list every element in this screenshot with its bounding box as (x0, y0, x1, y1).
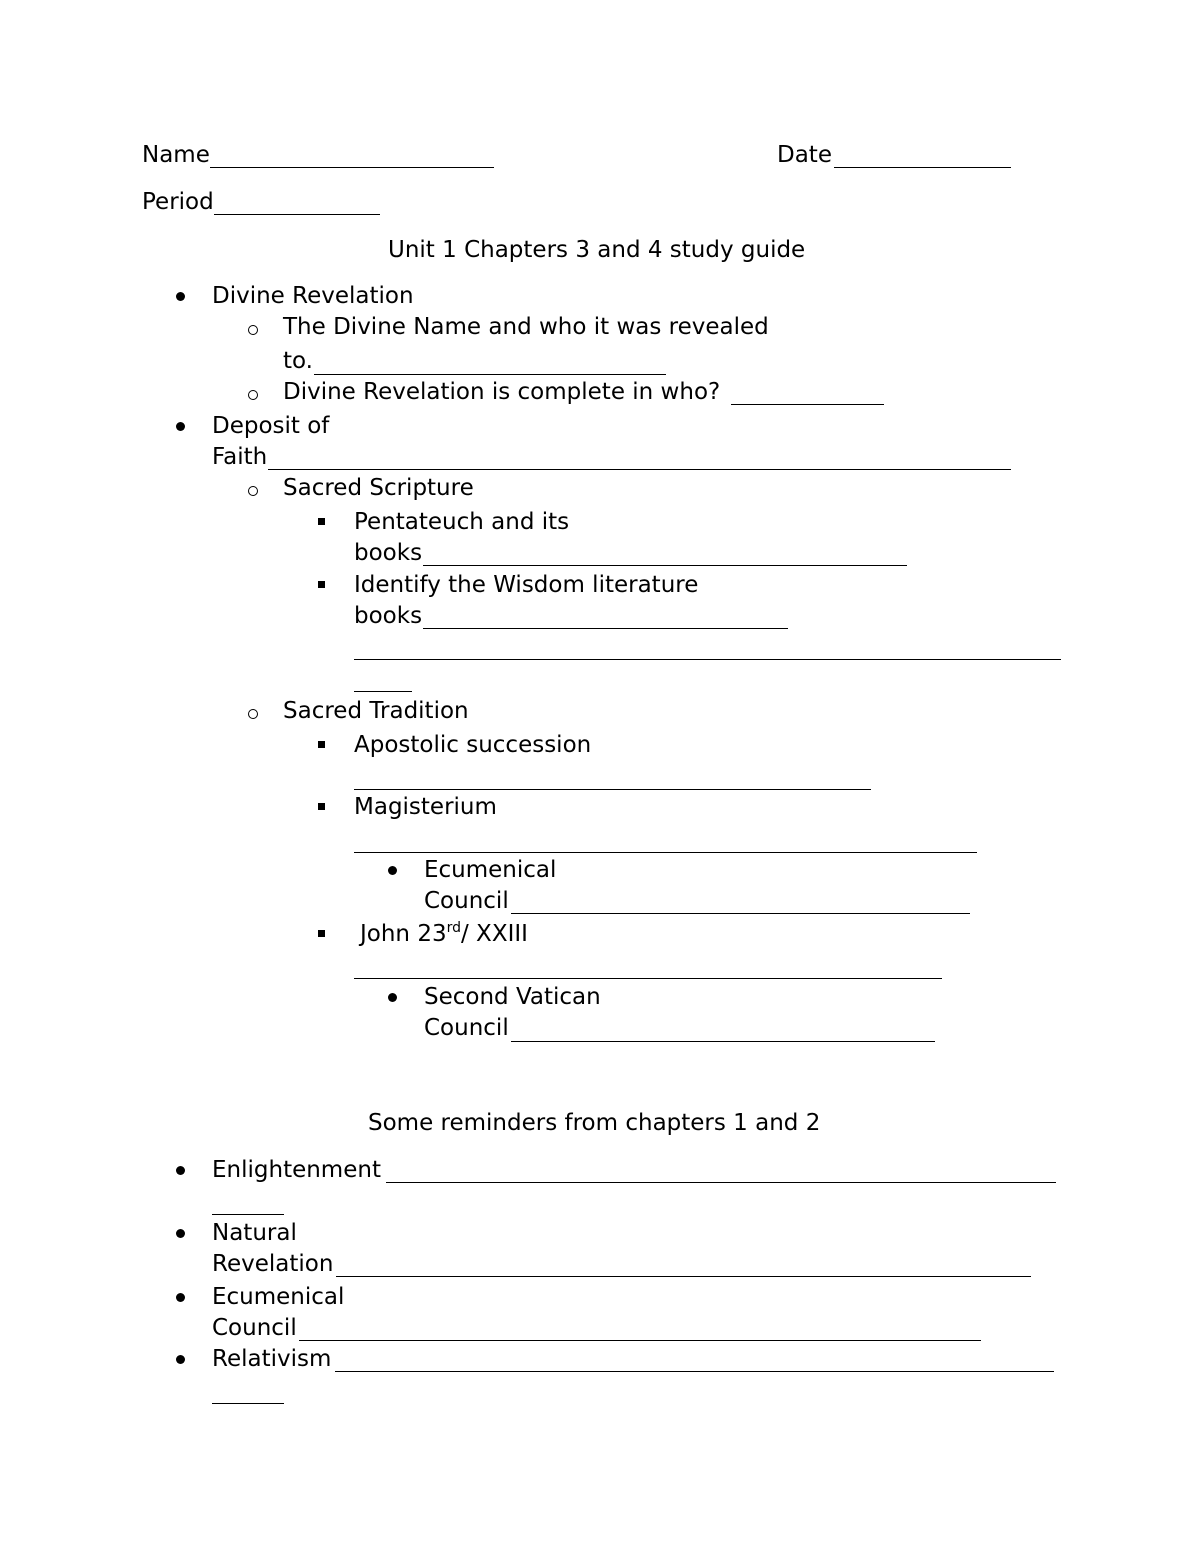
ecumenical-council-label: Ecumenical (424, 857, 557, 883)
deposit-of-faith-label: Deposit of (212, 413, 330, 439)
square-bullet-icon (318, 741, 325, 748)
square-bullet-icon (318, 581, 325, 588)
date-label: Date (777, 142, 832, 168)
deposit-of-faith-label-cont: Faith (212, 444, 268, 470)
ecumenical-council-reminder-label: Ecumenical (212, 1284, 345, 1310)
magisterium-label: Magisterium (354, 794, 497, 820)
second-vatican-council-blank[interactable] (511, 1041, 935, 1042)
ecumenical-council-reminder-blank[interactable] (299, 1340, 981, 1341)
complete-in-who-question: Divine Revelation is complete in who? (283, 379, 721, 405)
complete-in-who-blank[interactable] (731, 404, 884, 405)
relativism-blank[interactable] (335, 1371, 1054, 1372)
deposit-of-faith-blank[interactable] (268, 469, 1011, 470)
circle-bullet-icon (248, 486, 258, 496)
bullet-icon (176, 1293, 185, 1302)
natural-revelation-label: Natural (212, 1220, 297, 1246)
divine-revelation-label: Divine Revelation (212, 283, 414, 309)
square-bullet-icon (318, 803, 325, 810)
page-title: Unit 1 Chapters 3 and 4 study guide (388, 237, 806, 263)
second-vatican-council-label: Second Vatican (424, 984, 601, 1010)
natural-revelation-blank[interactable] (336, 1276, 1031, 1277)
period-label: Period (142, 189, 214, 215)
bullet-icon (388, 866, 397, 875)
divine-name-question-cont: to. (283, 348, 313, 374)
natural-revelation-label-cont: Revelation (212, 1251, 334, 1277)
name-label: Name (142, 142, 210, 168)
pentateuch-question: Pentateuch and its (354, 509, 570, 535)
divine-name-blank[interactable] (314, 374, 666, 375)
bullet-icon (176, 1355, 185, 1364)
sacred-tradition-label: Sacred Tradition (283, 698, 469, 724)
reminders-heading: Some reminders from chapters 1 and 2 (368, 1110, 821, 1136)
circle-bullet-icon (248, 709, 258, 719)
divine-name-question: The Divine Name and who it was revealed (283, 314, 769, 340)
wisdom-literature-question-cont: books (354, 603, 423, 629)
wisdom-literature-blank-2[interactable] (354, 659, 1061, 660)
bullet-icon (176, 1229, 185, 1238)
name-blank[interactable] (210, 167, 494, 168)
wisdom-literature-blank[interactable] (423, 628, 788, 629)
ecumenical-council-blank[interactable] (511, 913, 970, 914)
wisdom-literature-blank-3[interactable] (354, 691, 412, 692)
date-blank[interactable] (834, 167, 1011, 168)
ecumenical-council-reminder-label-cont: Council (212, 1315, 297, 1341)
magisterium-blank[interactable] (354, 852, 977, 853)
bullet-icon (176, 422, 185, 431)
enlightenment-blank[interactable] (386, 1182, 1056, 1183)
wisdom-literature-question: Identify the Wisdom literature (354, 572, 699, 598)
sacred-scripture-label: Sacred Scripture (283, 475, 474, 501)
pentateuch-question-cont: books (354, 540, 423, 566)
relativism-label: Relativism (212, 1346, 332, 1372)
period-blank[interactable] (214, 214, 380, 215)
enlightenment-label: Enlightenment (212, 1157, 381, 1183)
apostolic-succession-blank[interactable] (354, 789, 871, 790)
bullet-icon (388, 993, 397, 1002)
bullet-icon (176, 1166, 185, 1175)
square-bullet-icon (318, 518, 325, 525)
enlightenment-blank-2[interactable] (212, 1214, 284, 1215)
relativism-blank-2[interactable] (212, 1403, 284, 1404)
apostolic-succession-label: Apostolic succession (354, 732, 592, 758)
ecumenical-council-label-cont: Council (424, 888, 509, 914)
circle-bullet-icon (248, 390, 258, 400)
john-xxiii-blank[interactable] (354, 978, 942, 979)
pentateuch-blank[interactable] (423, 565, 907, 566)
square-bullet-icon (318, 930, 325, 937)
second-vatican-council-label-cont: Council (424, 1015, 509, 1041)
john-xxiii-label: John 23rd/ XXIII (360, 920, 528, 947)
bullet-icon (176, 292, 185, 301)
circle-bullet-icon (248, 325, 258, 335)
